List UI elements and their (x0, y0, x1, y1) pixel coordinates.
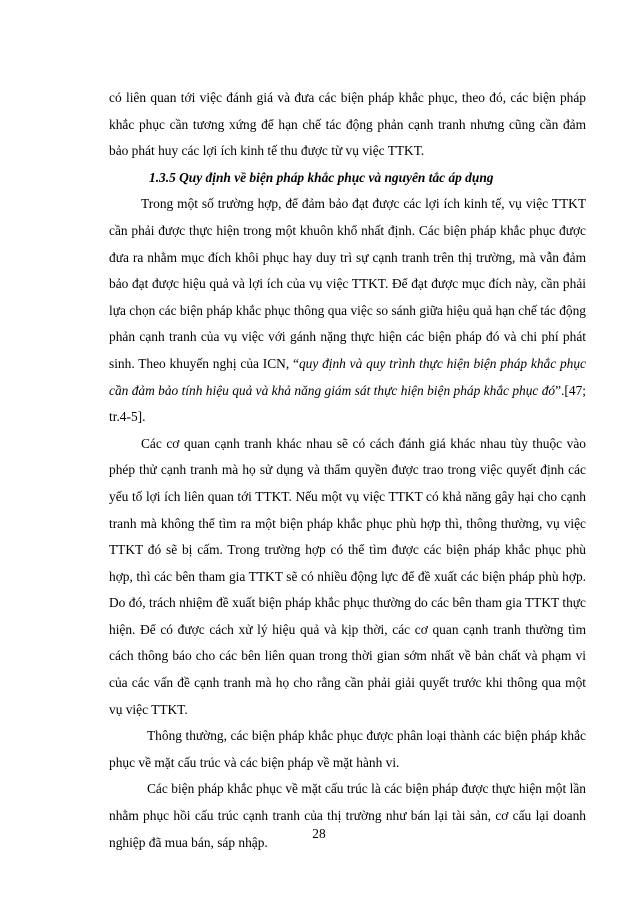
section-heading: 1.3.5 Quy định về biện pháp khắc phục và nguyên tắc áp dụng (149, 169, 494, 185)
paragraph-classification: Thông thường, các biện pháp khắc phục được phân loại thành các biện pháp khắc phục về mặt cấu trúc và các biện pháp về mặt hành vi. (109, 728, 586, 770)
paragraph-text: Trong một số trường hợp, để đảm bảo đạt được các lợi ích kinh tế, vụ việc TTKT cần phải được thực hiện trong một khuôn khổ nhất định. Các biện pháp khắc phục được đưa ra nhằm mục đích khôi phục hay duy trì sự cạnh tranh trên thị trường, mà vẫn đảm bảo đạt được hiệu quả và lợi ích của vụ việc TTKT. Để đạt được mục đích này, cần phải lựa chọn các biện pháp khắc phục thông qua việc so sánh giữa hiệu quả hạn chế tác động phản cạnh tranh của vụ việc với gánh nặng thực hiện các biện pháp đó và chi phí phát sinh. Theo khuyến nghị của ICN, “ (109, 196, 586, 371)
icn-quote: quy định và quy trình thực hiện biện pháp khắc phục cần đảm bảo tính hiệu quả và khả năng giám sát thực hiện biện pháp khắc phục đó (109, 355, 586, 398)
paragraph-structural-remedies: Các biện pháp khắc phục về mặt cấu trúc là các biện pháp được thực hiện một lần nhằm phục hồi cấu trúc cạnh tranh của thị trường như bán lại tài sản, cơ cấu lại doanh nghiệp đã mua bán, sáp nhập. (109, 781, 586, 850)
page-number: 28 (312, 826, 326, 841)
paragraph-competition-authorities: Các cơ quan cạnh tranh khác nhau sẽ có cách đánh giá khác nhau tùy thuộc vào phép thử cạnh tranh mà họ sử dụng và thẩm quyền được trao trong việc quyết định các yếu tố lợi ích liên quan tới TTKT. Nếu một vụ việc TTKT có khả năng gây hại cho cạnh tranh mà không thể tìm ra một biện pháp khắc phục phù hợp thì, thông thường, vụ việc TTKT đó sẽ bị cấm. Trong trường hợp có thể tìm được các biện pháp khắc phục phù hợp, thì các bên tham gia TTKT sẽ có nhiều động lực để đề xuất các biện pháp phù hợp. Do đó, trách nhiệm đề xuất biện pháp khắc phục thường do các bên tham gia TTKT thực hiện. Để có được cách xử lý hiệu quả và kịp thời, các cơ quan cạnh tranh thường tìm cách thông báo cho các bên liên quan trong thời gian sớm nhất về bản chất và phạm vi của các vấn đề cạnh tranh mà họ cho rằng cần phải giải quyết trước khi thông qua một vụ việc TTKT. (109, 435, 586, 717)
document-page (109, 85, 586, 856)
paragraph-continuation: có liên quan tới việc đánh giá và đưa các biện pháp khắc phục, theo đó, các biện pháp khắc phục cần tương xứng để hạn chế tác động phản cạnh tranh nhưng cũng cần đảm bảo phát huy các lợi ích kinh tế thu được từ vụ việc TTKT. (109, 90, 586, 159)
citation: ”.[47; tr.4-5]. (109, 382, 586, 425)
paragraph-remedies-intro (109, 191, 586, 430)
